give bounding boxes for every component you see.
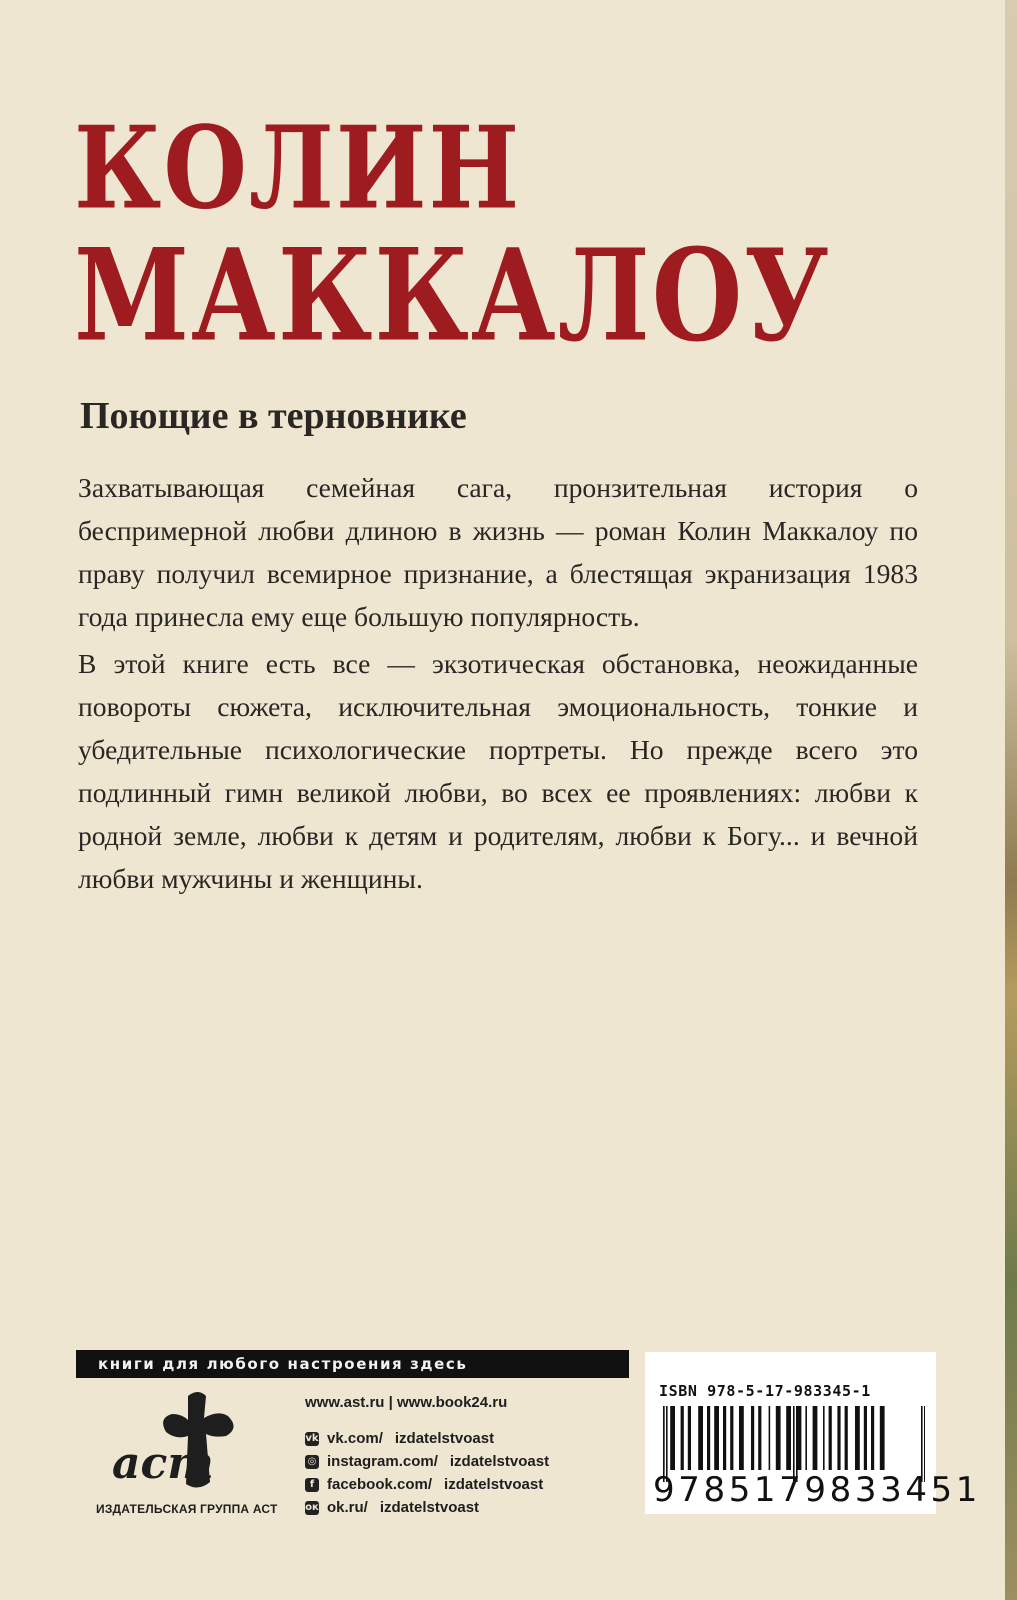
barcode-bar — [805, 1406, 807, 1470]
barcode-bar — [723, 1406, 726, 1470]
barcode-bar — [855, 1406, 860, 1470]
social-site: instagram.com/ — [327, 1453, 438, 1470]
barcode-bar — [670, 1406, 675, 1470]
book-title: Поющие в терновнике — [80, 395, 467, 437]
barcode-bar — [880, 1406, 885, 1470]
odnoklassniki-icon: ок — [305, 1501, 319, 1513]
social-handle: izdatelstvoast — [379, 1499, 480, 1516]
social-site: facebook.com/ — [327, 1476, 433, 1493]
barcode-bar — [707, 1406, 710, 1470]
barcode-bar — [714, 1406, 719, 1470]
barcode-bar — [871, 1406, 874, 1470]
facebook-icon: f — [305, 1478, 319, 1492]
author-first-name: КОЛИН — [74, 101, 522, 235]
social-handle: izdatelstvoast — [444, 1476, 544, 1493]
adjacent-cover-edge — [1005, 0, 1017, 1600]
ast-logo-text: аст — [112, 1438, 214, 1489]
barcode-bar — [864, 1406, 867, 1470]
barcode-bar — [823, 1406, 825, 1470]
author-name — [74, 101, 831, 370]
author-last-name: МАККАЛОУ — [74, 219, 831, 370]
blurb-paragraph: Захватывающая семейная сага, пронзительная история о беспримерной любви длиною в жизнь — роман Колин Маккалоу по праву получил всемирное признание, а блестящая экранизация 1983 года принесла ему еще большую популярность. — [78, 472, 918, 632]
ast-logo — [100, 1388, 250, 1498]
social-link-vk[interactable] — [305, 1427, 549, 1450]
social-link-instagram[interactable] — [305, 1450, 549, 1473]
isbn-number: ISBN 978-5-17-983345-1 — [659, 1382, 871, 1400]
social-handle: izdatelstvoast — [449, 1453, 550, 1470]
barcode-bar — [698, 1406, 703, 1470]
ean-digits: 9785179833451 — [653, 1470, 982, 1510]
barcode-bar — [845, 1406, 848, 1470]
barcode-bar — [688, 1406, 691, 1470]
barcode-bar — [739, 1406, 744, 1470]
barcode-bar — [837, 1406, 840, 1470]
social-link-odnoklassniki[interactable] — [305, 1496, 549, 1519]
social-site: vk.com/ — [327, 1430, 383, 1447]
barcode-bar — [829, 1406, 832, 1470]
blurb-paragraph: В этой книге есть все — экзотическая обстановка, неожиданные повороты сюжета, исключительная эмоциональность, тонкие и убедительные психологические портреты. Но прежде всего это подлинный гимн великой любви, во всех ее проявлениях: любви к родной земле, любви к детям и родителям, любви к Богу... и вечной любви мужчины и женщины. — [78, 648, 918, 894]
publisher-links — [305, 1394, 549, 1519]
social-handle: izdatelstvoast — [394, 1430, 495, 1447]
barcode-bar — [786, 1406, 791, 1470]
barcode-bar — [758, 1406, 761, 1470]
barcode-bar — [751, 1406, 754, 1470]
barcode-bar — [730, 1406, 733, 1470]
publisher-name: ИЗДАТЕЛЬСКАЯ ГРУППА АСТ — [96, 1502, 278, 1516]
social-link-facebook[interactable] — [305, 1473, 549, 1496]
website-links[interactable]: www.ast.ru | www.book24.ru — [305, 1394, 508, 1411]
blurb — [78, 466, 918, 900]
barcode-bar — [769, 1406, 771, 1470]
tagline-bar: книги для любого настроения здесь — [76, 1350, 629, 1378]
social-site: ok.ru/ — [327, 1499, 368, 1516]
barcode-bar — [776, 1406, 781, 1470]
vk-icon: vk — [305, 1432, 319, 1444]
barcode-panel — [645, 1352, 982, 1514]
barcode-bar — [681, 1406, 684, 1470]
barcode-bar — [813, 1406, 818, 1470]
instagram-icon: ◎ — [305, 1455, 319, 1469]
